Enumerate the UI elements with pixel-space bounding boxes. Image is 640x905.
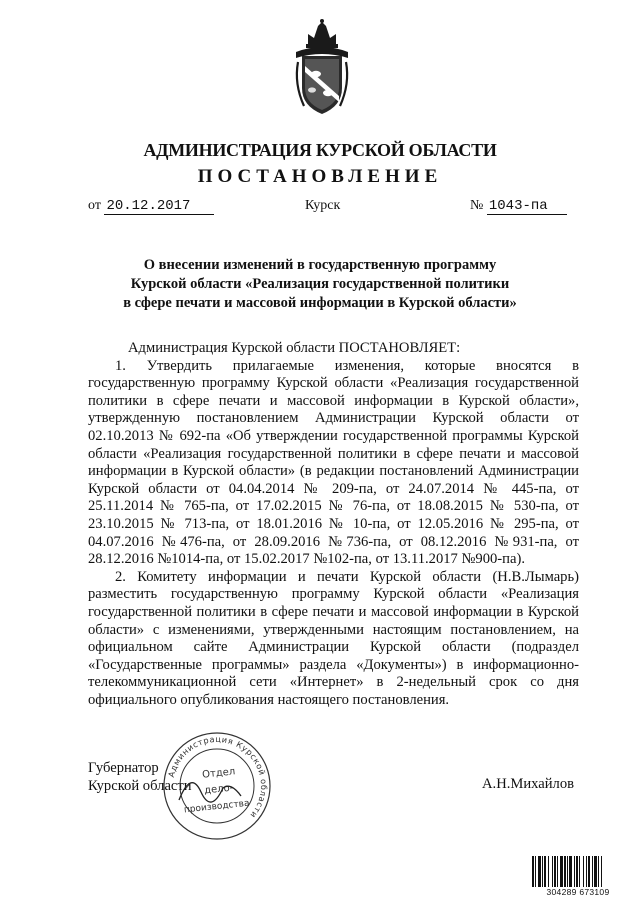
barcode-bar <box>598 856 599 887</box>
barcode-bar <box>601 856 602 887</box>
barcode-bar <box>588 856 590 887</box>
stamp-center-line: Отдел <box>201 766 236 781</box>
barcode-bar <box>586 856 587 887</box>
subject-line: О внесении изменений в государственную программу <box>143 257 497 273</box>
barcode-bar <box>576 856 578 887</box>
barcode-bar <box>532 856 534 887</box>
document-body <box>88 340 579 709</box>
number-value: 1043-па <box>488 198 548 214</box>
stamp-ring-text: Администрация Курской области <box>165 733 270 821</box>
barcode-bar <box>538 856 541 887</box>
barcode-bar <box>542 856 543 887</box>
resolution-lead: Администрация Курской области ПОСТАНОВЛЯЕТ: <box>128 340 461 356</box>
barcode-bar <box>554 856 556 887</box>
barcode-bar <box>594 856 597 887</box>
city-label: Курск <box>305 198 341 213</box>
barcode-number: 304289 673109 <box>531 887 625 897</box>
number-prefix: № <box>470 198 484 213</box>
document-subject <box>60 256 580 313</box>
coat-of-arms-emblem <box>290 18 354 118</box>
barcode-bar <box>548 856 549 887</box>
stamp-center-line: дело- <box>203 782 234 797</box>
barcode-bar <box>557 856 558 887</box>
number-underline <box>487 198 567 215</box>
barcode-bar <box>544 856 546 887</box>
resolution-item-2: 2. Комитету информации и печати Курской области (Н.В.Лымарь) разместить государственную программу Курской области «Реализация государственной политики в сфере печати и массовой информации в Курской области» с изменениями, утвержденными настоящим постановлением, на официальном сайте Администрации Курской области (подраздел «Государственные программы» раздела «Документы») в информационно-телекоммуникационной сети «Интернет» в 2-недельный срок со дня официального опубликования настоящего постановления. <box>88 568 579 708</box>
barcode-bar <box>583 856 584 887</box>
signatory-title-line: Курской области <box>88 777 192 794</box>
barcode-bar <box>535 856 536 887</box>
signatory-name: А.Н.Михайлов <box>482 776 575 792</box>
date-underline <box>104 198 214 215</box>
document-type-title: ПОСТАНОВЛЕНИЕ <box>197 166 443 187</box>
date-field <box>88 198 214 215</box>
office-stamp <box>161 730 273 842</box>
barcode-bar <box>564 856 566 887</box>
barcode-bar <box>560 856 563 887</box>
barcode-bar <box>574 856 575 887</box>
barcode-bar <box>579 856 580 887</box>
barcode-bar <box>552 856 553 887</box>
subject-line: Курской области «Реализация государственной политики <box>130 276 510 292</box>
date-value: 20.12.2017 <box>106 198 191 214</box>
organization-title: АДМИНИСТРАЦИЯ КУРСКОЙ ОБЛАСТИ <box>143 140 497 160</box>
date-prefix: от <box>88 198 101 213</box>
stamp-center-line: производства <box>183 798 251 816</box>
barcode-bar <box>567 856 568 887</box>
barcode-bar <box>569 856 572 887</box>
signatory-title-line: Губернатор <box>88 760 159 776</box>
barcode-bar <box>592 856 593 887</box>
number-field <box>470 198 567 215</box>
subject-line: в сфере печати и массовой информации в Курской области» <box>123 295 517 311</box>
resolution-item-1: 1. Утвердить прилагаемые изменения, которые вносятся в государственную программу Курской области «Реализация государственной политики в сфере печати и массовой информации в Курской области», утвержденную постановлением Администрации Курской области от 02.10.2013 № 692-па «Об утверждении государственной программы Курской области «Реализация государственной политики в сфере печати и массовой информации в Курской области» (в редакции постановлений Администрации Курской области от 04.04.2014 № 209-па, от 24.07.2014 № 445-па, от 25.11.2014 № 765-па, от 17.02.2015 № 76-па, от 18.08.2015 № 530-па, от 23.10.2015 № 713-па, от 18.01.2016 № 10-па, от 12.05.2016 № 295-па, от 04.07.2016 №476-па, от 28.09.2016 №736-па, от 08.12.2016 №931-па, от 28.12.2016 №1014-па, от 15.02.2017 №102-па, от 13.11.2017 №900-па). <box>88 357 579 568</box>
